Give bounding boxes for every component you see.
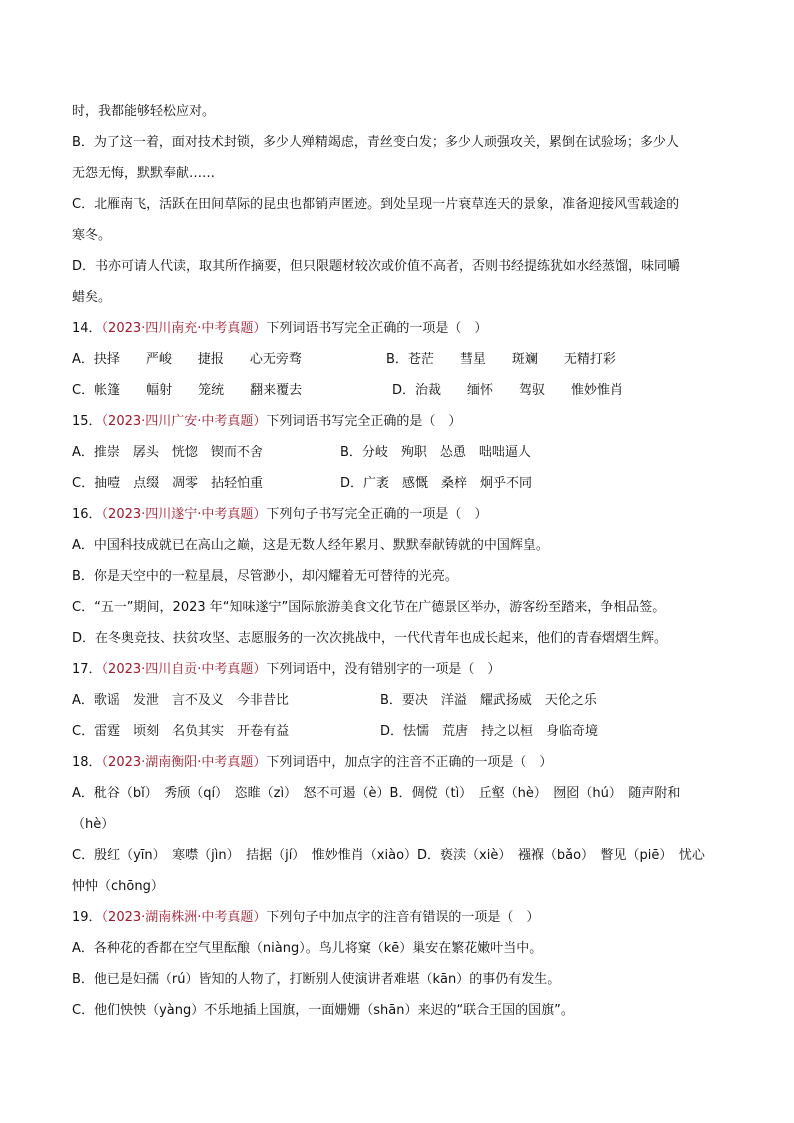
option-a: A．歌谣 发泄 言不及义 今非昔比 bbox=[72, 693, 289, 708]
question-source: （2023·湖南衡阳·中考真题） bbox=[101, 755, 267, 770]
option-b: B．他已是妇孺（rú）皆知的人物了，打断别人使演讲者难堪（kān）的事仍有发生。 bbox=[72, 972, 561, 987]
options-row bbox=[72, 685, 732, 716]
option-b: B．要决 洋溢 耀武扬威 天伦之乐 bbox=[380, 693, 597, 708]
options-row bbox=[72, 375, 732, 406]
option-b: B．分岐 殉职 怂恿 咄咄逼人 bbox=[340, 445, 531, 460]
question-16-header bbox=[72, 499, 732, 530]
question-number: 18． bbox=[72, 755, 102, 770]
text-line: 蜡矣。 bbox=[72, 290, 112, 305]
options-cd-continued: 忡忡（chōng） bbox=[72, 879, 164, 894]
option-b: B．苍茫 彗星 斑斓 无精打彩 bbox=[386, 352, 616, 367]
text-line: B．为了这一着，面对技术封锁，多少人殚精竭虑，青丝变白发；多少人顽强攻关，累倒在试验场；多少人 bbox=[72, 135, 679, 150]
option-d: D．怯懦 荒唐 持之以桓 身临奇境 bbox=[380, 724, 599, 739]
option-a: A．推崇 孱头 恍惚 锲而不舍 bbox=[72, 445, 263, 460]
question-stem: 下列词语书写完全正确的一项是（ ） bbox=[266, 321, 488, 336]
question-number: 19． bbox=[72, 910, 102, 925]
option-a: A．各种花的香都在空气里酝酿（niàng）。鸟儿将窠（kē）巢安在繁花嫩叶当中。 bbox=[72, 941, 543, 956]
question-18-header bbox=[72, 747, 732, 778]
question-stem: 下列句子书写完全正确的一项是（ ） bbox=[266, 507, 488, 522]
options-row bbox=[72, 437, 732, 468]
option-a: A．中国科技成就已在高山之巅，这是无数人经年累月、默默奉献铸就的中国辉皇。 bbox=[72, 538, 549, 553]
options-ab-continued: （hè） bbox=[72, 817, 115, 832]
text-line: 时，我都能够轻松应对。 bbox=[72, 104, 216, 119]
question-source: （2023·四川南充·中考真题） bbox=[101, 321, 267, 336]
question-stem: 下列句子中加点字的注音有错误的一项是（ ） bbox=[266, 910, 540, 925]
option-a: A．抉择 严峻 捷报 心无旁骛 bbox=[72, 352, 302, 367]
options-row bbox=[72, 716, 732, 747]
option-c: C．帐篷 幅射 笼统 翻来覆去 bbox=[72, 383, 303, 398]
option-c: C．抽噎 点缀 凋零 拈轻怕重 bbox=[72, 476, 264, 491]
options-row bbox=[72, 468, 732, 499]
question-stem: 下列词语书写完全正确的是（ ） bbox=[266, 414, 462, 429]
question-14-header bbox=[72, 313, 732, 344]
option-d: D．治裁 缅怀 驾驭 惟妙惟肖 bbox=[392, 383, 624, 398]
question-source: （2023·四川遂宁·中考真题） bbox=[101, 507, 267, 522]
options-row bbox=[72, 344, 732, 375]
question-stem: 下列词语中，加点字的注音不正确的一项是（ ） bbox=[266, 755, 553, 770]
options-ab: A．秕谷（bǐ） 秀颀（qí） 恣睢（zì） 怒不可遏（è）B．倜傥（tì） 丘壑（hè） 囫囵（hú） 随声附和 bbox=[72, 786, 681, 801]
exam-page bbox=[72, 96, 732, 1026]
question-source: （2023·四川自贡·中考真题） bbox=[101, 662, 267, 677]
option-b: B．你是天空中的一粒星晨，尽管渺小，却闪耀着无可替待的光亮。 bbox=[72, 569, 458, 584]
option-c: C．他们怏怏（yàng）不乐地插上国旗，一面姗姗（shān）来迟的“联合王国的国旗”。 bbox=[72, 1003, 574, 1018]
option-c: C．雷霆 顷刻 名负其实 开卷有益 bbox=[72, 724, 290, 739]
question-stem: 下列词语中，没有错别字的一项是（ ） bbox=[266, 662, 501, 677]
text-line: D．书亦可请人代读，取其所作摘要，但只限题材较次或价值不高者，否则书经提练犹如水经蒸馏，味同嚼 bbox=[72, 259, 681, 274]
text-line: C．北雁南飞，活跃在田间草际的昆虫也都销声匿迹。到处呈现一片衰草连天的景象，准备迎接风雪载途的 bbox=[72, 197, 680, 212]
question-number: 14． bbox=[72, 321, 102, 336]
question-number: 15． bbox=[72, 414, 102, 429]
text-line: 寒冬。 bbox=[72, 228, 112, 243]
question-source: （2023·四川广安·中考真题） bbox=[101, 414, 267, 429]
option-d: D．广袤 感慨 桑梓 炯乎不同 bbox=[340, 476, 533, 491]
question-15-header bbox=[72, 406, 732, 437]
option-c: C．“五一”期间，2023 年“知味遂宁”国际旅游美食文化节在广德景区举办，游客纷至踏来，争相品签。 bbox=[72, 600, 666, 615]
options-cd: C．殷红（yīn） 寒噤（jìn） 拮据（jí） 惟妙惟肖（xiào）D．亵渎（xiè） 襁褓（bǎo） 瞥见（piē） 忧心 bbox=[72, 848, 705, 863]
question-number: 17． bbox=[72, 662, 102, 677]
question-19-header bbox=[72, 902, 732, 933]
question-source: （2023·湖南株洲·中考真题） bbox=[101, 910, 267, 925]
question-number: 16． bbox=[72, 507, 102, 522]
option-d: D．在冬奥竞技、扶贫攻坚、志愿服务的一次次挑战中，一代代青年也成长起来，他们的青春熠熠生辉。 bbox=[72, 631, 668, 646]
question-17-header bbox=[72, 654, 732, 685]
text-line: 无怨无悔，默默奉献…… bbox=[72, 166, 216, 181]
